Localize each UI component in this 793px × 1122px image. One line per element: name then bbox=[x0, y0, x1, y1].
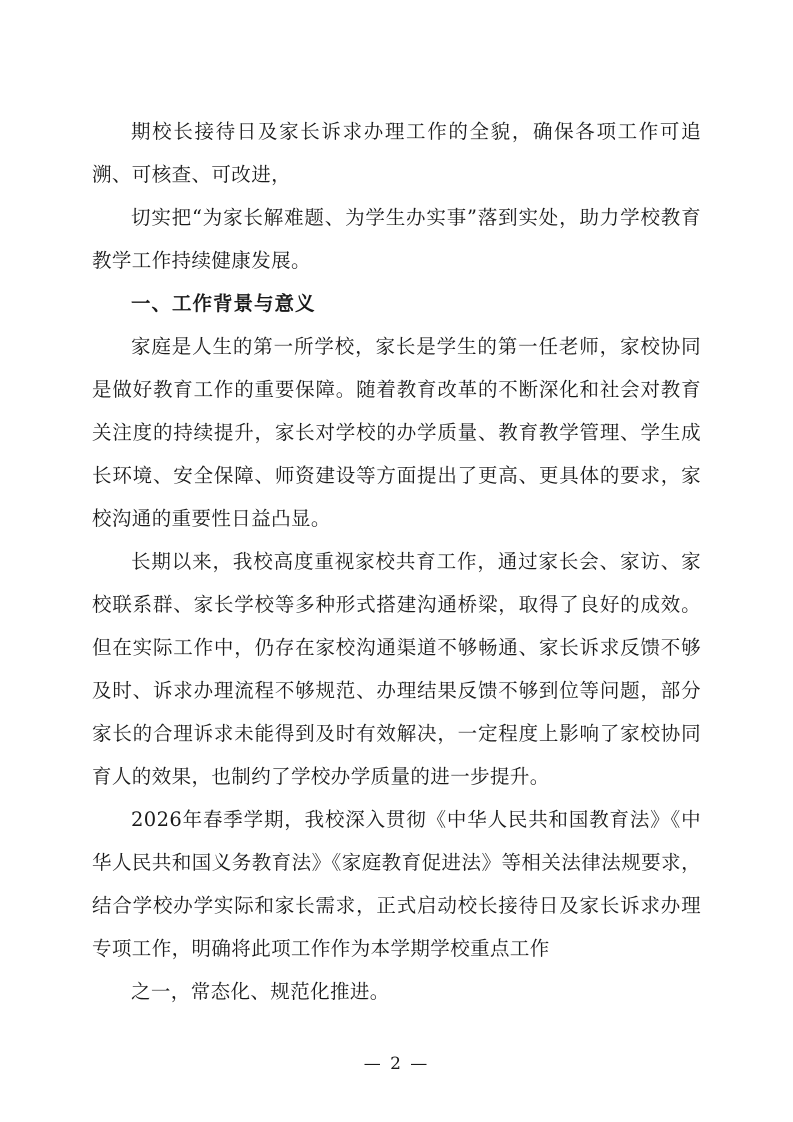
paragraph: 之一，常态化、规范化推进。 bbox=[131, 980, 390, 1003]
paragraph: 家庭是人生的第一所学校，家长是学生的第一任老师，家校协同是做好教育工作的重要保障。随着教育改革的不断深化和社会对教育关注度的持续提升，家长对学校的办学质量、教育教学管理、学生成长环境、安全保障、师资建设等方面提出了更高、更具体的要求，家校沟通的重要性日益凸显。 bbox=[92, 335, 701, 530]
paragraph: 切实把“为家长解难题、为学生办实事”落到实处，助力学校教育教学工作持续健康发展。 bbox=[92, 206, 701, 272]
document-body bbox=[92, 110, 701, 1013]
paragraph: 期校长接待日及家长诉求办理工作的全貌，确保各项工作可追溯、可核查、可改进， bbox=[92, 120, 701, 186]
paragraph: 2026年春季学期，我校深入贯彻《中华人民共和国教育法》《中华人民共和国义务教育法》《家庭教育促进法》等相关法律法规要求，结合学校办学实际和家长需求，正式启动校长接待日及家长诉求办理专项工作，明确将此项工作作为本学期学校重点工作 bbox=[92, 808, 701, 960]
page-number: — 2 — bbox=[363, 1054, 430, 1074]
section-heading: 一、工作背景与意义 bbox=[131, 292, 316, 315]
paragraph: 长期以来，我校高度重视家校共育工作，通过家长会、家访、家校联系群、家长学校等多种形式搭建沟通桥梁，取得了良好的成效。但在实际工作中，仍存在家校沟通渠道不够畅通、家长诉求反馈不够及时、诉求办理流程不够规范、办理结果反馈不够到位等问题，部分家长的合理诉求未能得到及时有效解决，一定程度上影响了家校协同育人的效果，也制约了学校办学质量的进一步提升。 bbox=[92, 550, 701, 788]
